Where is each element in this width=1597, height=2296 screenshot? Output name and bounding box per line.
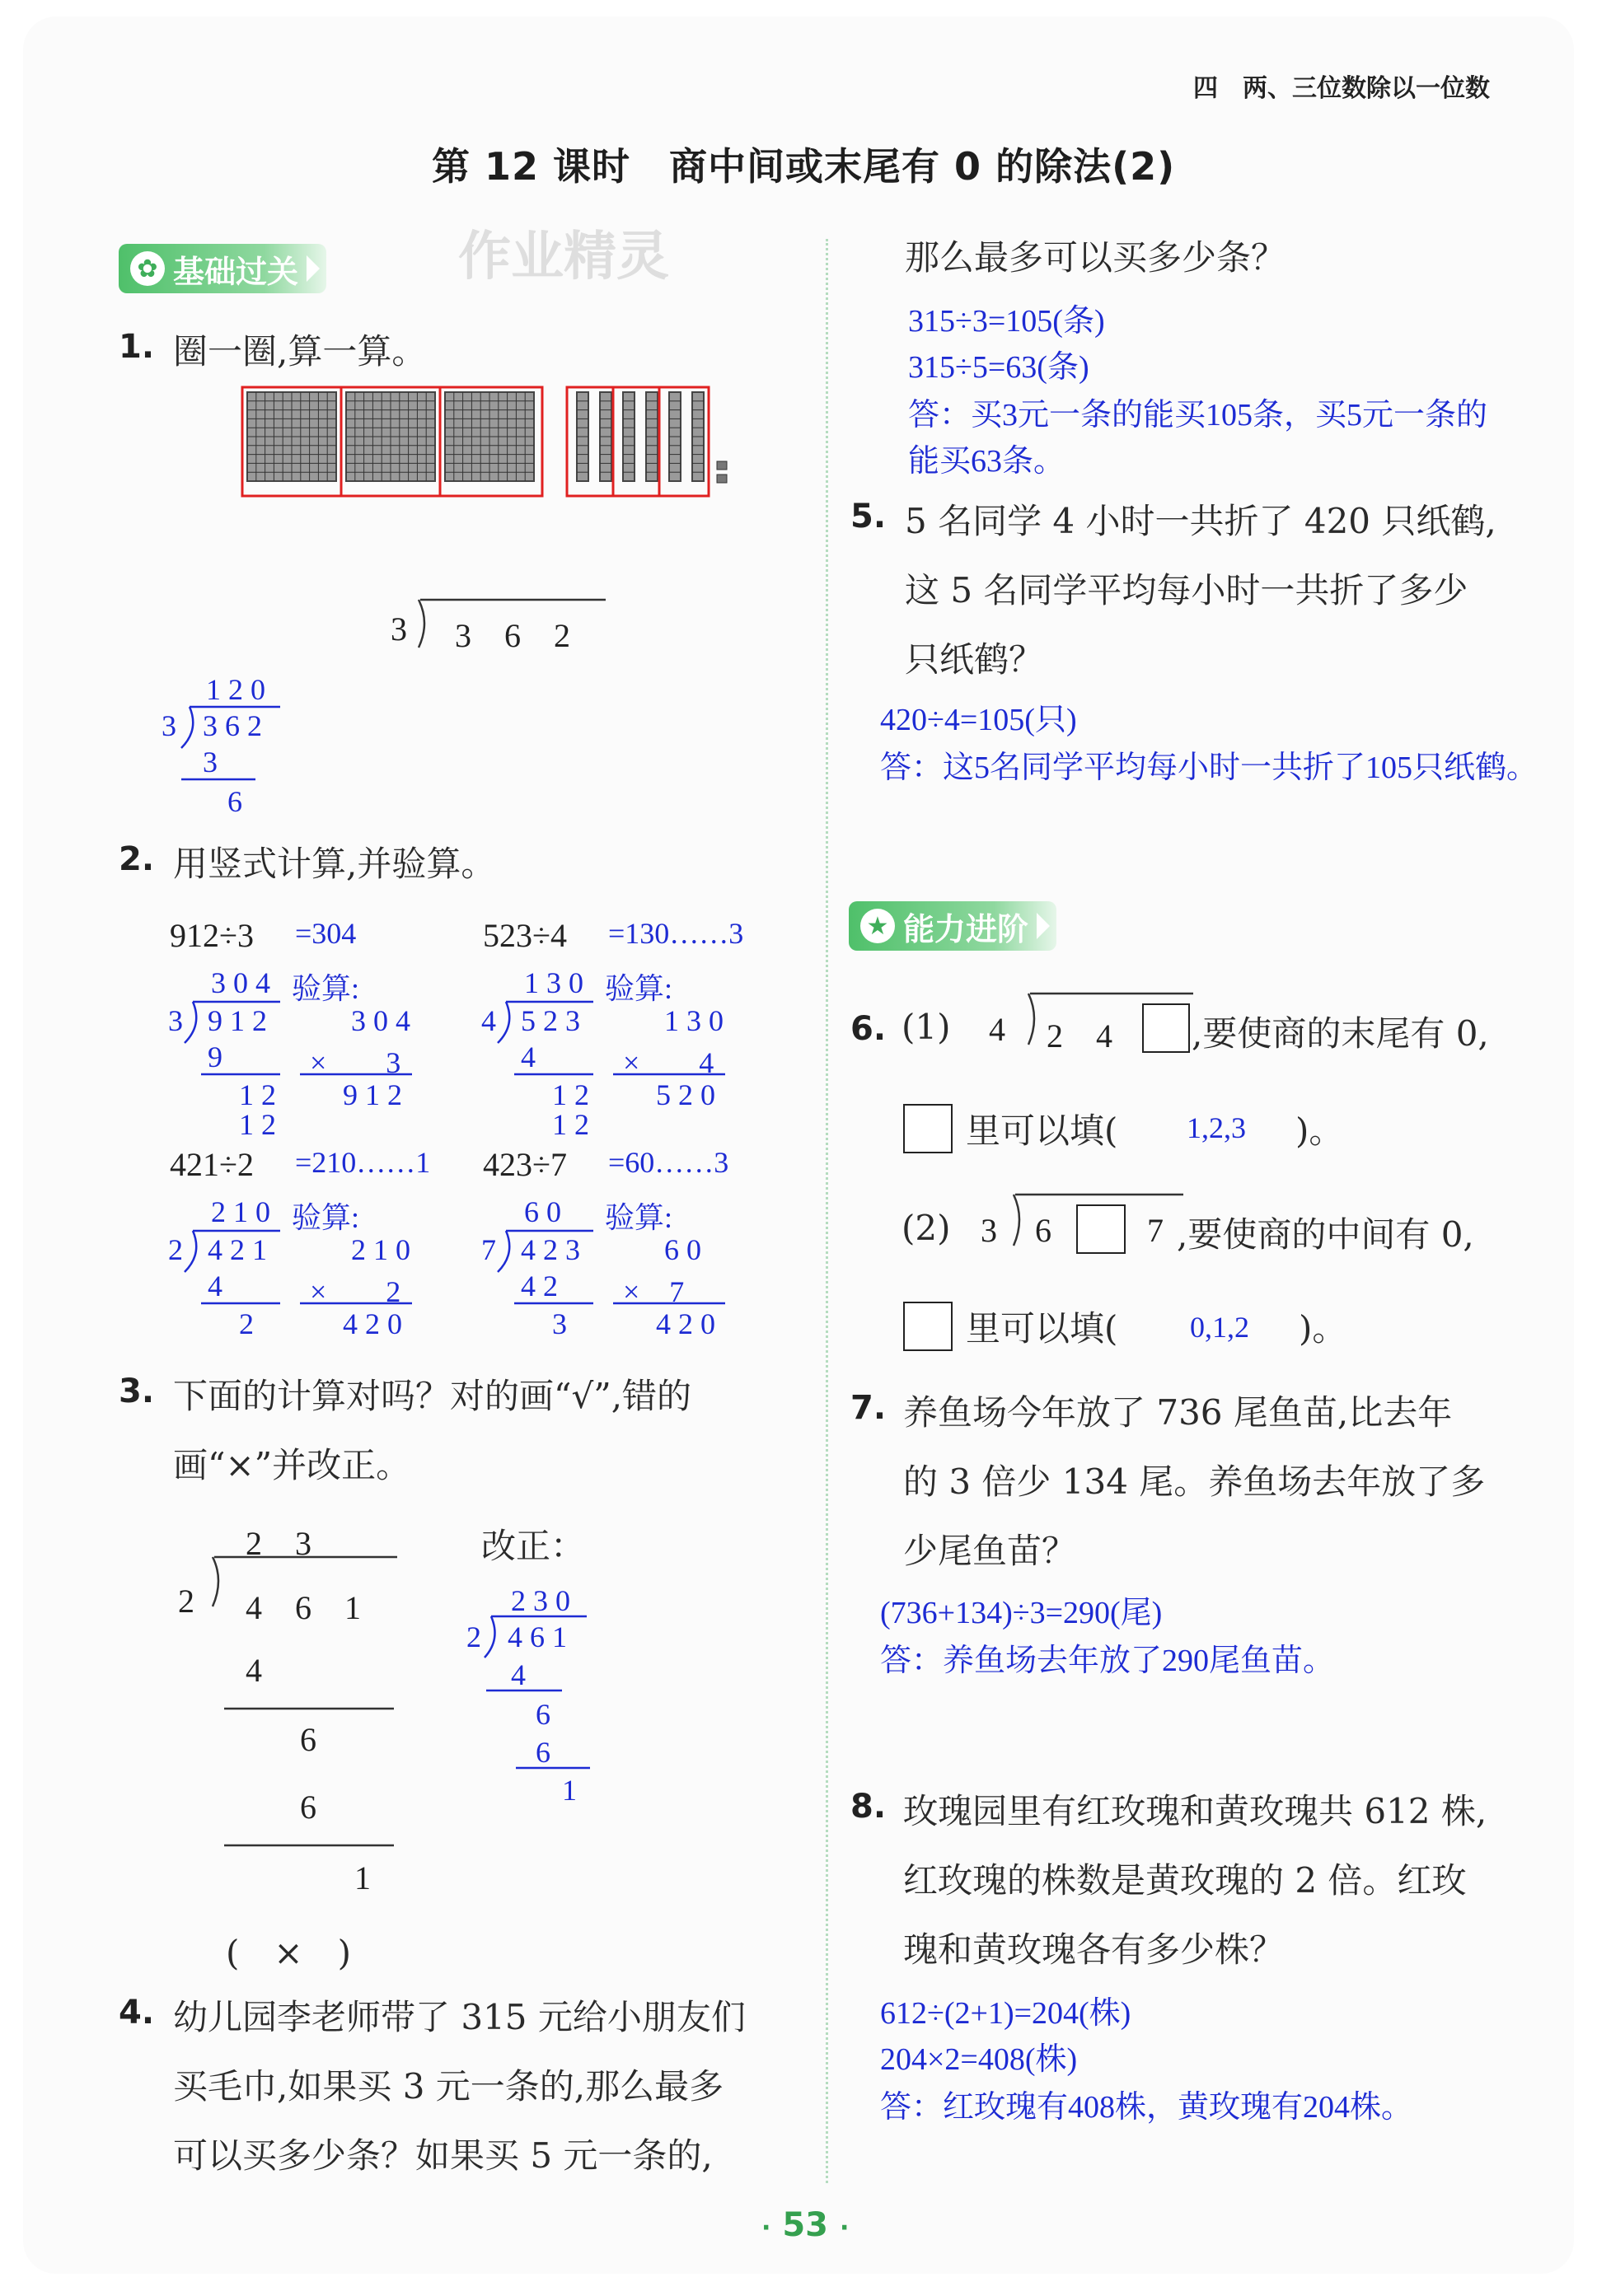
arrow-icon (307, 255, 320, 282)
q3-correct-line2: 6 (536, 1698, 550, 1731)
q5-answer1: 420÷4=105(只) (880, 703, 1077, 737)
q1-divisor: 3 (391, 610, 407, 648)
one-cube (717, 461, 727, 470)
q8-answer1: 612÷(2+1)=204(株) (880, 1996, 1131, 2031)
q6-p1-fill-end: )。 (1295, 1111, 1344, 1151)
q2-step1: 4 (208, 1270, 222, 1302)
q2-quotient: 6 0 (524, 1195, 561, 1228)
q2-verify-factor2: × 7 (623, 1275, 685, 1308)
section-basic-label: 基础过关 (173, 253, 299, 290)
q1-dividend: 3 6 2 (455, 617, 570, 654)
q2-divisor: 7 (481, 1233, 496, 1266)
q2-quotient: 3 0 4 (211, 966, 270, 999)
q7-line2: 的 3 倍少 134 尾。养鱼场去年放了多 (903, 1461, 1486, 1502)
q7-line3: 少尾鱼苗？ (903, 1531, 1077, 1571)
q2-dividend: 4 2 3 (521, 1233, 580, 1266)
q6-p2-divisor: 3 (981, 1212, 997, 1249)
q2-step2: 1 2 (552, 1078, 589, 1111)
q6-p2-answer: 0,1,2 (1190, 1311, 1249, 1344)
q2-verify-factor2: × 3 (310, 1046, 401, 1079)
q2-divisor: 2 (168, 1233, 183, 1266)
q4-answer2: 315÷5=63(条) (908, 350, 1089, 385)
q1-work-quotient: 1 2 0 (206, 673, 265, 706)
q5-number: 5. (850, 498, 887, 535)
q2-expression: 423÷7 (483, 1146, 567, 1183)
q5-line3: 只纸鹤？ (905, 639, 1044, 680)
q2-verify-factor2: × 4 (623, 1046, 714, 1079)
q4-number: 4. (119, 1994, 155, 2032)
q3-correct-label: 改正： (481, 1526, 586, 1566)
q4-line3: 可以买多少条？如果买 5 元一条的, (173, 2135, 713, 2176)
q2-dividend: 4 2 1 (208, 1233, 267, 1266)
q2-step3: 1 2 (239, 1108, 276, 1141)
q6-p2-label: (2) (902, 1208, 951, 1248)
q6-p1-label: (1) (902, 1007, 951, 1047)
q3-correct-line1: 4 (511, 1658, 526, 1691)
q4-answer1: 315÷3=105(条) (908, 304, 1105, 339)
q2-verify-factor1: 6 0 (664, 1233, 701, 1266)
q6-p2-fill-text: 里可以填( (966, 1308, 1118, 1349)
q2-work-lines (165, 1229, 429, 1344)
base-ten-blocks-figure (239, 384, 742, 507)
q6-p2-digit2: 7 (1147, 1212, 1164, 1249)
q2-step1: 9 (208, 1040, 222, 1073)
watermark: 作业精灵 (458, 227, 669, 288)
q7-number: 7. (850, 1389, 887, 1427)
gear-icon: ✿ (130, 251, 165, 286)
q6-p1-answer: 1,2,3 (1187, 1111, 1246, 1144)
q2-step1: 4 2 (521, 1270, 558, 1302)
q3-text-line2: 画“×”并改正。 (173, 1445, 411, 1485)
arrow-icon (1037, 913, 1050, 939)
q3-wrong-divisor: 2 (178, 1583, 194, 1620)
section-advanced-label: 能力进阶 (903, 910, 1029, 947)
q8-answer2: 204×2=408(株) (880, 2042, 1078, 2077)
q6-p1-blank-box[interactable] (1142, 1003, 1190, 1053)
dot-icon: · (839, 2214, 850, 2242)
q4-line1: 幼儿园李老师带了 315 元给小朋友们 (173, 1997, 746, 2037)
q6-number: 6. (850, 1010, 887, 1048)
q3-wrong-line2: 6 (300, 1721, 316, 1758)
q1-work-divisor: 3 (162, 709, 176, 742)
q6-p1-tail: ,要使商的末尾有 0, (1192, 1013, 1489, 1054)
q3-wrong-line1: 4 (246, 1652, 262, 1689)
q4-answer3: 答：买3元一条的能买105条，买5元一条的 (908, 398, 1488, 433)
q2-text: 用竖式计算,并验算。 (173, 844, 496, 884)
q2-quotient: 2 1 0 (211, 1195, 270, 1228)
q8-line1: 玫瑰园里有红玫瑰和黄玫瑰共 612 株, (903, 1791, 1487, 1831)
q2-step2: 3 (552, 1307, 567, 1340)
q2-dividend: 9 1 2 (208, 1004, 267, 1037)
q2-answer: =130……3 (608, 917, 744, 950)
q2-step3: 1 2 (552, 1108, 589, 1141)
q5-line1: 5 名同学 4 小时一共折了 420 只纸鹤, (905, 501, 1496, 541)
q6-p1-dividend: 2 4 (1047, 1017, 1112, 1054)
section-badge-advanced (849, 901, 1056, 951)
q6-p2-tail: ,要使商的中间有 0, (1177, 1214, 1474, 1255)
q6-p2-blank-box[interactable] (1076, 1204, 1126, 1254)
q6-p1-divisor: 4 (989, 1011, 1005, 1048)
q6-p1-fill-text: 里可以填( (966, 1111, 1118, 1151)
q8-line2: 红玫瑰的株数是黄玫瑰的 2 倍。红玫 (903, 1860, 1467, 1901)
q2-verify-product: 9 1 2 (343, 1078, 402, 1111)
q6-p1-fill-box[interactable] (903, 1104, 953, 1153)
q1-work-dividend: 3 6 2 (203, 709, 262, 742)
q2-number: 2. (119, 840, 155, 878)
q7-answer2: 答：养鱼场去年放了290尾鱼苗。 (880, 1644, 1335, 1678)
q2-work-lines (478, 1000, 742, 1115)
runner-icon: ★ (860, 909, 895, 943)
dot-icon: · (761, 2214, 771, 2242)
q3-text-line1: 下面的计算对吗？对的画“√”,错的 (173, 1376, 692, 1416)
q2-step1: 4 (521, 1040, 536, 1073)
q2-verify-label: 验算: (605, 1201, 673, 1234)
q3-correct-divisor: 2 (466, 1620, 481, 1653)
q8-answer3: 答：红玫瑰有408株，黄玫瑰有204株。 (880, 2090, 1413, 2125)
q3-correct-line4: 1 (562, 1774, 577, 1807)
q2-verify-product: 4 2 0 (656, 1307, 715, 1340)
column-divider (826, 239, 828, 2183)
q5-answer2: 答：这5名同学平均每小时一共折了105只纸鹤。 (880, 751, 1538, 785)
q4-answer4: 能买63条。 (908, 444, 1065, 479)
q2-verify-label: 验算: (292, 1201, 360, 1234)
q7-answer1: (736+134)÷3=290(尾) (880, 1596, 1163, 1630)
q2-work-lines (165, 1000, 429, 1115)
q4-line4: 那么最多可以买多少条？ (905, 237, 1286, 278)
q2-expression: 421÷2 (170, 1146, 254, 1183)
q2-dividend: 5 2 3 (521, 1004, 580, 1037)
q2-answer: =210……1 (295, 1146, 431, 1179)
q6-p2-fill-box[interactable] (903, 1302, 953, 1351)
q3-correct-dividend: 4 6 1 (508, 1620, 567, 1653)
q2-verify-factor1: 3 0 4 (351, 1004, 410, 1037)
q3-wrong-line3: 6 (300, 1789, 316, 1826)
q2-step2: 2 (239, 1307, 254, 1340)
q2-verify-factor2: × 2 (310, 1275, 401, 1308)
q1-number: 1. (119, 328, 155, 366)
q3-wrong-quotient: 2 3 (246, 1525, 311, 1562)
q2-answer: =304 (295, 917, 357, 950)
q2-expression: 912÷3 (170, 917, 254, 954)
q2-verify-product: 5 2 0 (656, 1078, 715, 1111)
q2-divisor: 3 (168, 1004, 183, 1037)
q3-correct-line3: 6 (536, 1736, 550, 1769)
q2-work-lines (478, 1229, 742, 1344)
q8-number: 8. (850, 1788, 887, 1826)
q6-p2-fill-end: )。 (1299, 1308, 1347, 1349)
q2-verify-label: 验算: (292, 972, 360, 1005)
q3-wrong-dividend: 4 6 1 (246, 1589, 361, 1626)
q4-line2: 买毛巾,如果买 3 元一条的,那么最多 (173, 2066, 724, 2107)
chapter-header: 四 两、三位数除以一位数 (1193, 74, 1490, 103)
section-badge-basic (119, 244, 326, 293)
q2-divisor: 4 (481, 1004, 496, 1037)
one-cube (717, 475, 727, 483)
q8-line3: 瑰和黄玫瑰各有多少株？ (903, 1929, 1285, 1970)
q6-p2-digit1: 6 (1035, 1212, 1051, 1249)
q2-step2: 1 2 (239, 1078, 276, 1111)
q2-verify-factor1: 2 1 0 (351, 1233, 410, 1266)
q2-verify-label: 验算: (605, 972, 673, 1005)
q1-work-step2: 6 (227, 785, 242, 818)
q1-text: 圈一圈,算一算。 (173, 331, 427, 372)
page-title: 第 12 课时 商中间或末尾有 0 的除法(2) (432, 144, 1176, 189)
q7-line1: 养鱼场今年放了 736 尾鱼苗,比去年 (903, 1392, 1453, 1433)
q1-work-step1: 3 (203, 746, 218, 779)
q3-wrong-line4: 1 (354, 1859, 371, 1896)
q2-verify-factor1: 1 3 0 (664, 1004, 724, 1037)
q2-answer: =60……3 (608, 1146, 729, 1179)
page-number (761, 2206, 849, 2244)
q5-line2: 这 5 名同学平均每小时一共折了多少 (905, 570, 1468, 610)
q3-judge: ( × ) (226, 1933, 351, 1973)
page-number-value: 53 (782, 2206, 829, 2244)
q3-number: 3. (119, 1372, 155, 1410)
q3-correct-quotient: 2 3 0 (511, 1584, 570, 1617)
q2-expression: 523÷4 (483, 917, 567, 954)
q2-quotient: 1 3 0 (524, 966, 583, 999)
q2-verify-product: 4 2 0 (343, 1307, 402, 1340)
